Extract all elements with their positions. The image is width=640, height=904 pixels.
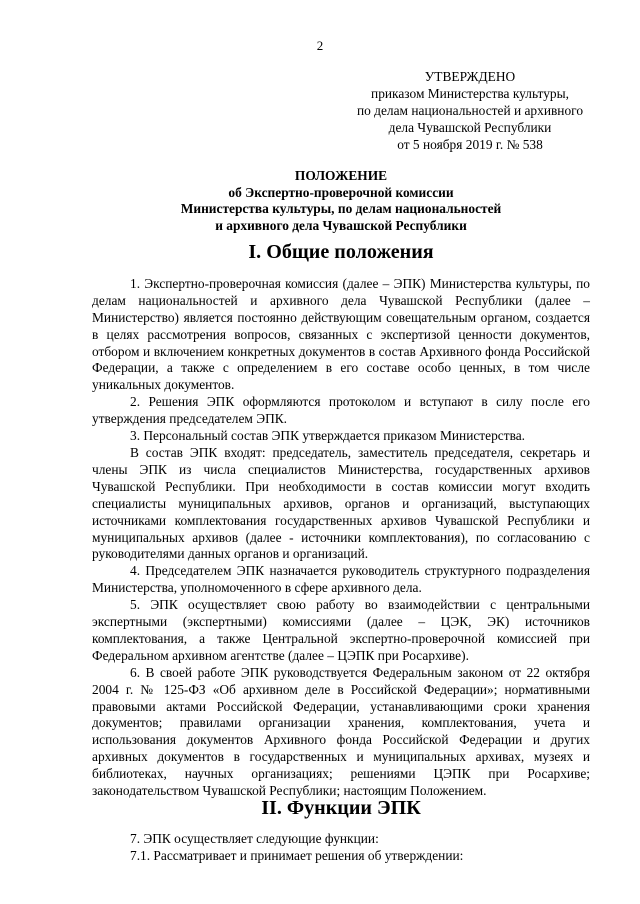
approval-line: по делам национальностей и архивного (356, 103, 584, 118)
document-body (92, 241, 590, 865)
document-title (92, 168, 590, 234)
paragraph: 4. Председателем ЭПК назначается руководитель структурного подразделения Министерства, уполномоченного в сфере архивного дела. (92, 563, 590, 596)
paragraph: 5. ЭПК осуществляет свою работу во взаимодействии с центральными экспертными (экспертными) комиссиями (далее – ЦЭК, ЭК) источников комплектования, а также Центральной экспертно-проверочной комиссией при Федеральном архивном агентстве (далее – ЦЭПК при Росархиве). (92, 597, 590, 663)
approval-stamp (350, 68, 590, 153)
paragraph: 1. Экспертно-проверочная комиссия (далее – ЭПК) Министерства культуры, по делам национальностей и архивного дела Чувашской Республики (далее – Министерство) является постоянно действующим совещательным органом, создается в целях рассмотрения вопросов, связанных с экспертизой ценности документов, отбором и включением конкретных документов в состав Архивного фонда Российской Федерации, а также с определением в его составе особо ценных, в том числе уникальных документов. (92, 275, 590, 393)
paragraph: В состав ЭПК входят: председатель, заместитель председателя, секретарь и члены ЭПК из числа специалистов Министерства, государственных архивов Чувашской Республики. При необходимости в состав комиссии могут входить специалисты муниципальных архивов, органов и организаций, выступающих источниками комплектования государственных архивов Чувашской Республики и муниципальных архивов (далее - источники комплектования), по согласованию с руководителями данных органов и организаций. (92, 444, 590, 562)
approval-line: УТВЕРЖДЕНО (424, 69, 516, 84)
title-line: об Экспертно-проверочной комиссии (228, 184, 454, 200)
section-heading: I. Общие положения (248, 241, 434, 263)
paragraph: 7. ЭПК осуществляет следующие функции: (130, 830, 379, 846)
page-number: 2 (316, 38, 324, 53)
approval-line: дела Чувашской Республики (388, 120, 552, 135)
paragraph: 2. Решения ЭПК оформляются протоколом и вступают в силу после его утверждения председателем ЭПК. (92, 394, 590, 427)
approval-line: приказом Министерства культуры, (371, 86, 569, 101)
title-line: ПОЛОЖЕНИЕ (294, 168, 388, 183)
paragraph: 6. В своей работе ЭПК руководствуется Федеральным законом от 22 октября 2004 г. № 125-ФЗ «Об архивном деле в Российской Федерации»; нормативными правовыми актами Российской Федерации, устанавливающими сроки хранения документов; правилами организации хранения, комплектования, учета и использования документов Архивного фонда Российской Федерации и других архивных документов в государственных и муниципальных архивах, музеях и библиотеках, научных организациях; решениями ЦЭПК при Росархиве; законодательством Чувашской Республики; настоящим Положением. (92, 664, 590, 799)
title-line: Министерства культуры, по делам национальностей (180, 201, 502, 216)
section-heading: II. Функции ЭПК (261, 797, 421, 819)
paragraph: 7.1. Рассматривает и принимает решения об утверждении: (130, 847, 464, 863)
title-line: и архивного дела Чувашской Республики (215, 217, 467, 233)
approval-line: от 5 ноября 2019 г. № 538 (397, 137, 543, 152)
paragraph: 3. Персональный состав ЭПК утверждается приказом Министерства. (130, 428, 526, 444)
